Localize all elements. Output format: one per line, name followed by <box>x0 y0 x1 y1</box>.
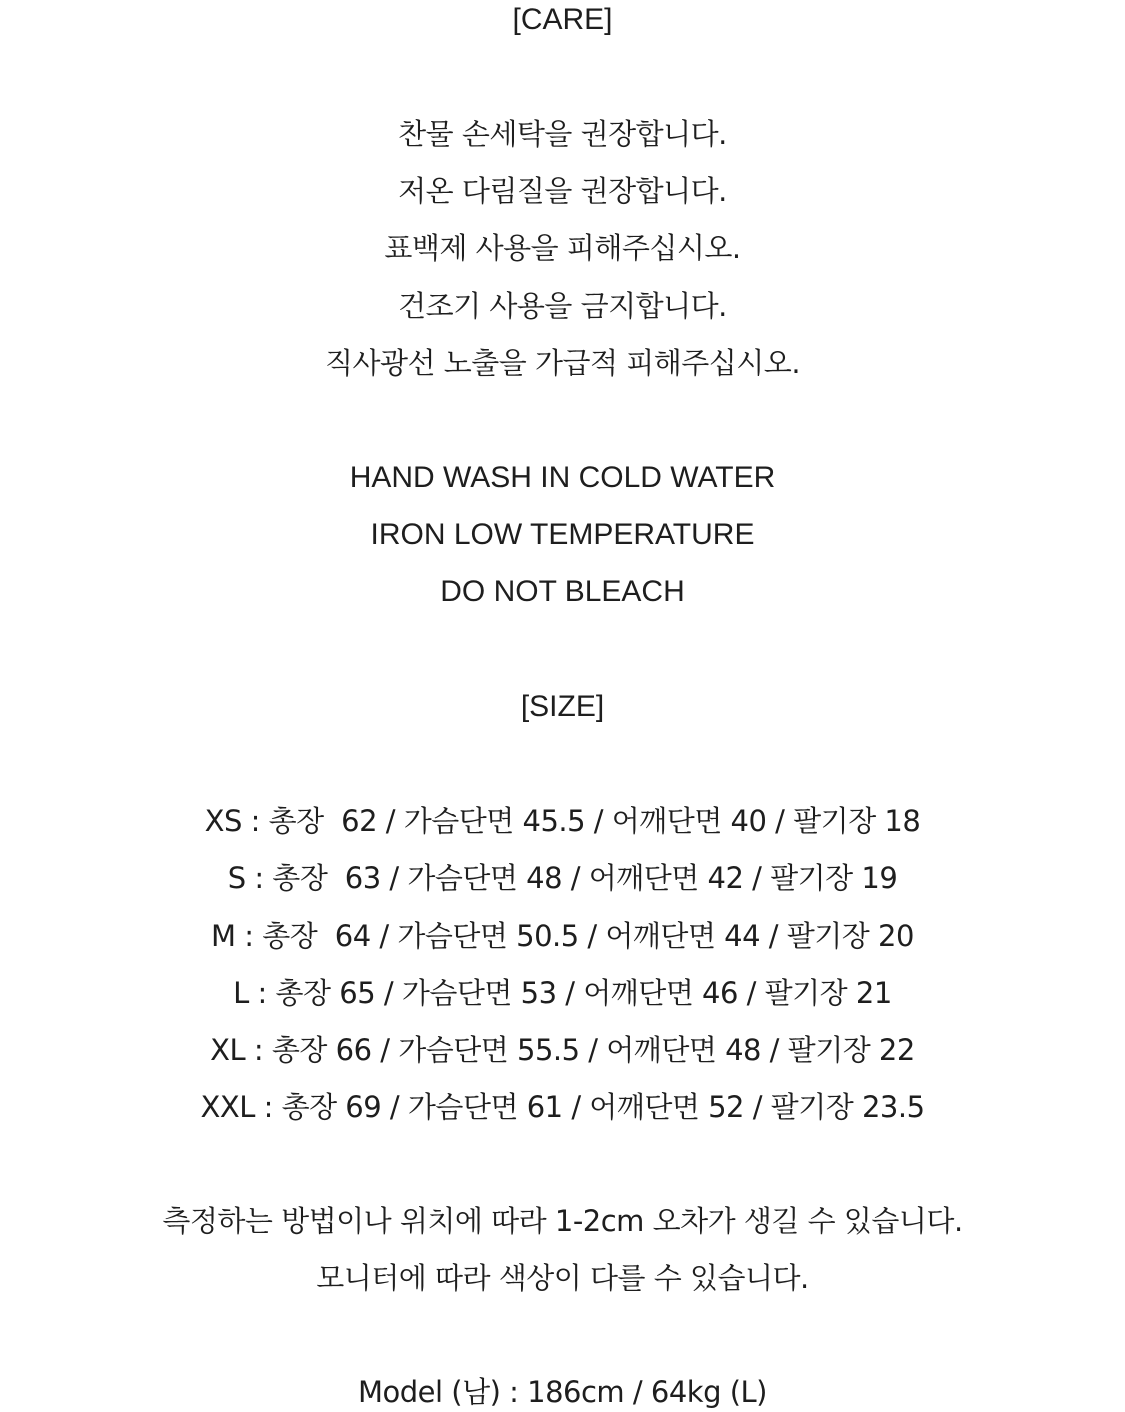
note-monitor-color: 모니터에 따라 색상이 다를 수 있습니다. <box>316 1261 809 1295</box>
care-line-no-bleach: 표백제 사용을 피해주십시오. <box>384 231 741 265</box>
size-row-s: S : 총장 63 / 가슴단면 48 / 어깨단면 42 / 팔기장 19 <box>227 861 898 895</box>
care-heading: [CARE] <box>512 3 613 36</box>
size-row-xl: XL : 총장 66 / 가슴단면 55.5 / 어깨단면 48 / 팔기장 22 <box>210 1033 915 1067</box>
care-line-avoid-sunlight: 직사광선 노출을 가급적 피해주십시오. <box>324 346 801 380</box>
size-heading: [SIZE] <box>520 690 605 723</box>
size-row-xxl: XXL : 총장 69 / 가슴단면 61 / 어깨단면 52 / 팔기장 23.5 <box>200 1090 925 1124</box>
note-measurement-tolerance: 측정하는 방법이나 위치에 따라 1-2cm 오차가 생길 수 있습니다. <box>162 1204 963 1238</box>
care-line-low-iron: 저온 다림질을 권장합니다. <box>398 174 727 208</box>
size-row-m: M : 총장 64 / 가슴단면 50.5 / 어깨단면 44 / 팔기장 20 <box>211 919 914 953</box>
care-english-iron: IRON LOW TEMPERATURE <box>370 518 755 551</box>
care-line-no-dryer: 건조기 사용을 금지합니다. <box>398 289 727 323</box>
size-row-xs: XS : 총장 62 / 가슴단면 45.5 / 어깨단면 40 / 팔기장 18 <box>204 804 921 838</box>
model-info: Model (남) : 186cm / 64kg (L) <box>358 1375 767 1409</box>
care-english-hand-wash: HAND WASH IN COLD WATER <box>349 461 776 494</box>
care-line-cold-hand-wash: 찬물 손세탁을 권장합니다. <box>398 117 727 151</box>
care-english-bleach: DO NOT BLEACH <box>440 575 685 608</box>
size-row-l: L : 총장 65 / 가슴단면 53 / 어깨단면 46 / 팔기장 21 <box>233 976 892 1010</box>
